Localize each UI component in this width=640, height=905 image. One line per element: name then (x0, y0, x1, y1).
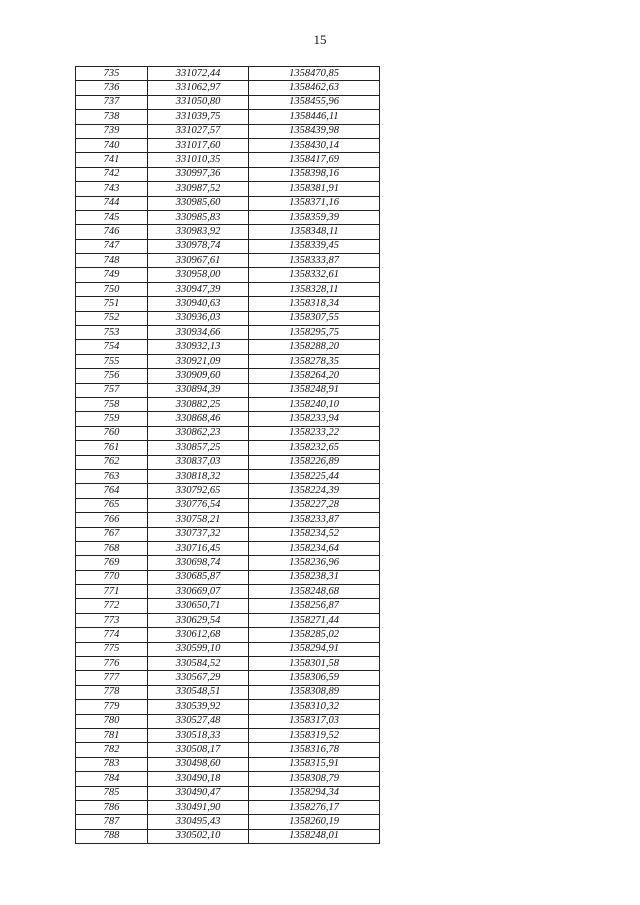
point-number-cell: 736 (76, 81, 148, 95)
table-row (76, 397, 380, 411)
x-coordinate-cell: 330495,43 (148, 815, 249, 829)
y-coordinate-cell: 1358294,34 (249, 786, 380, 800)
y-coordinate-cell: 1358310,32 (249, 700, 380, 714)
y-coordinate-cell: 1358295,75 (249, 326, 380, 340)
point-number-cell: 744 (76, 196, 148, 210)
x-coordinate-cell: 330909,60 (148, 369, 249, 383)
x-coordinate-cell: 331062,97 (148, 81, 249, 95)
y-coordinate-cell: 1358417,69 (249, 153, 380, 167)
y-coordinate-cell: 1358430,14 (249, 138, 380, 152)
x-coordinate-cell: 330716,45 (148, 541, 249, 555)
table-row (76, 642, 380, 656)
y-coordinate-cell: 1358278,35 (249, 354, 380, 368)
table-row (76, 268, 380, 282)
table-row (76, 153, 380, 167)
x-coordinate-cell: 330837,03 (148, 455, 249, 469)
table-row (76, 714, 380, 728)
table-row (76, 426, 380, 440)
y-coordinate-cell: 1358271,44 (249, 613, 380, 627)
x-coordinate-cell: 330629,54 (148, 613, 249, 627)
x-coordinate-cell: 330818,32 (148, 469, 249, 483)
point-number-cell: 753 (76, 326, 148, 340)
y-coordinate-cell: 1358240,10 (249, 397, 380, 411)
point-number-cell: 752 (76, 311, 148, 325)
x-coordinate-cell: 331017,60 (148, 138, 249, 152)
x-coordinate-cell: 330527,48 (148, 714, 249, 728)
table-row (76, 570, 380, 584)
point-number-cell: 771 (76, 585, 148, 599)
y-coordinate-cell: 1358288,20 (249, 340, 380, 354)
point-number-cell: 767 (76, 527, 148, 541)
table-row (76, 110, 380, 124)
point-number-cell: 763 (76, 469, 148, 483)
x-coordinate-cell: 330958,00 (148, 268, 249, 282)
point-number-cell: 745 (76, 210, 148, 224)
y-coordinate-cell: 1358307,55 (249, 311, 380, 325)
y-coordinate-cell: 1358381,91 (249, 182, 380, 196)
table-row (76, 282, 380, 296)
table-row (76, 354, 380, 368)
x-coordinate-cell: 330932,13 (148, 340, 249, 354)
x-coordinate-cell: 330758,21 (148, 513, 249, 527)
table-row (76, 239, 380, 253)
x-coordinate-cell: 330508,17 (148, 743, 249, 757)
x-coordinate-cell: 331039,75 (148, 110, 249, 124)
y-coordinate-cell: 1358398,16 (249, 167, 380, 181)
x-coordinate-cell: 330940,63 (148, 297, 249, 311)
point-number-cell: 778 (76, 685, 148, 699)
x-coordinate-cell: 330548,51 (148, 685, 249, 699)
x-coordinate-cell: 330792,65 (148, 484, 249, 498)
x-coordinate-cell: 330987,52 (148, 182, 249, 196)
table-row (76, 67, 380, 81)
table-row (76, 757, 380, 771)
coordinates-table-body (76, 67, 380, 844)
page-number: 15 (313, 32, 327, 47)
point-number-cell: 780 (76, 714, 148, 728)
table-row (76, 599, 380, 613)
x-coordinate-cell: 330985,83 (148, 210, 249, 224)
table-row (76, 772, 380, 786)
y-coordinate-cell: 1358308,89 (249, 685, 380, 699)
x-coordinate-cell: 330936,03 (148, 311, 249, 325)
point-number-cell: 758 (76, 397, 148, 411)
y-coordinate-cell: 1358470,85 (249, 67, 380, 81)
x-coordinate-cell: 330650,71 (148, 599, 249, 613)
y-coordinate-cell: 1358256,87 (249, 599, 380, 613)
x-coordinate-cell: 331010,35 (148, 153, 249, 167)
table-row (76, 513, 380, 527)
table-row (76, 254, 380, 268)
x-coordinate-cell: 330983,92 (148, 225, 249, 239)
point-number-cell: 768 (76, 541, 148, 555)
table-row (76, 297, 380, 311)
x-coordinate-cell: 330985,60 (148, 196, 249, 210)
point-number-cell: 750 (76, 282, 148, 296)
x-coordinate-cell: 330882,25 (148, 397, 249, 411)
point-number-cell: 739 (76, 124, 148, 138)
table-row (76, 657, 380, 671)
x-coordinate-cell: 330498,60 (148, 757, 249, 771)
point-number-cell: 782 (76, 743, 148, 757)
y-coordinate-cell: 1358332,61 (249, 268, 380, 282)
x-coordinate-cell: 330539,92 (148, 700, 249, 714)
point-number-cell: 743 (76, 182, 148, 196)
point-number-cell: 762 (76, 455, 148, 469)
point-number-cell: 777 (76, 671, 148, 685)
y-coordinate-cell: 1358371,16 (249, 196, 380, 210)
point-number-cell: 748 (76, 254, 148, 268)
y-coordinate-cell: 1358232,65 (249, 441, 380, 455)
table-row (76, 815, 380, 829)
x-coordinate-cell: 330490,18 (148, 772, 249, 786)
point-number-cell: 749 (76, 268, 148, 282)
point-number-cell: 785 (76, 786, 148, 800)
y-coordinate-cell: 1358224,39 (249, 484, 380, 498)
point-number-cell: 775 (76, 642, 148, 656)
coordinates-table (75, 66, 380, 844)
x-coordinate-cell: 330862,23 (148, 426, 249, 440)
point-number-cell: 761 (76, 441, 148, 455)
point-number-cell: 759 (76, 412, 148, 426)
table-row (76, 800, 380, 814)
table-row (76, 95, 380, 109)
table-row (76, 585, 380, 599)
y-coordinate-cell: 1358236,96 (249, 556, 380, 570)
point-number-cell: 788 (76, 829, 148, 843)
point-number-cell: 740 (76, 138, 148, 152)
y-coordinate-cell: 1358294,91 (249, 642, 380, 656)
x-coordinate-cell: 330934,66 (148, 326, 249, 340)
point-number-cell: 786 (76, 800, 148, 814)
point-number-cell: 779 (76, 700, 148, 714)
table-row (76, 541, 380, 555)
y-coordinate-cell: 1358316,78 (249, 743, 380, 757)
point-number-cell: 735 (76, 67, 148, 81)
y-coordinate-cell: 1358319,52 (249, 728, 380, 742)
point-number-cell: 765 (76, 498, 148, 512)
x-coordinate-cell: 330997,36 (148, 167, 249, 181)
point-number-cell: 760 (76, 426, 148, 440)
point-number-cell: 773 (76, 613, 148, 627)
y-coordinate-cell: 1358248,91 (249, 383, 380, 397)
x-coordinate-cell: 330978,74 (148, 239, 249, 253)
x-coordinate-cell: 330894,39 (148, 383, 249, 397)
table-row (76, 728, 380, 742)
x-coordinate-cell: 330518,33 (148, 728, 249, 742)
x-coordinate-cell: 330567,29 (148, 671, 249, 685)
table-row (76, 225, 380, 239)
point-number-cell: 756 (76, 369, 148, 383)
y-coordinate-cell: 1358455,96 (249, 95, 380, 109)
y-coordinate-cell: 1358306,59 (249, 671, 380, 685)
point-number-cell: 742 (76, 167, 148, 181)
y-coordinate-cell: 1358225,44 (249, 469, 380, 483)
table-row (76, 326, 380, 340)
y-coordinate-cell: 1358226,89 (249, 455, 380, 469)
x-coordinate-cell: 330491,90 (148, 800, 249, 814)
table-row (76, 340, 380, 354)
y-coordinate-cell: 1358248,68 (249, 585, 380, 599)
point-number-cell: 757 (76, 383, 148, 397)
y-coordinate-cell: 1358234,64 (249, 541, 380, 555)
table-row (76, 786, 380, 800)
x-coordinate-cell: 330685,87 (148, 570, 249, 584)
x-coordinate-cell: 331027,57 (148, 124, 249, 138)
x-coordinate-cell: 330921,09 (148, 354, 249, 368)
point-number-cell: 774 (76, 628, 148, 642)
y-coordinate-cell: 1358276,17 (249, 800, 380, 814)
x-coordinate-cell: 330776,54 (148, 498, 249, 512)
point-number-cell: 784 (76, 772, 148, 786)
point-number-cell: 755 (76, 354, 148, 368)
table-row (76, 671, 380, 685)
x-coordinate-cell: 331050,80 (148, 95, 249, 109)
y-coordinate-cell: 1358359,39 (249, 210, 380, 224)
table-row (76, 311, 380, 325)
table-row (76, 455, 380, 469)
point-number-cell: 751 (76, 297, 148, 311)
point-number-cell: 746 (76, 225, 148, 239)
point-number-cell: 764 (76, 484, 148, 498)
table-row (76, 167, 380, 181)
table-row (76, 412, 380, 426)
y-coordinate-cell: 1358260,19 (249, 815, 380, 829)
y-coordinate-cell: 1358318,34 (249, 297, 380, 311)
table-row (76, 383, 380, 397)
point-number-cell: 781 (76, 728, 148, 742)
x-coordinate-cell: 330857,25 (148, 441, 249, 455)
x-coordinate-cell: 330967,61 (148, 254, 249, 268)
y-coordinate-cell: 1358234,52 (249, 527, 380, 541)
y-coordinate-cell: 1358233,87 (249, 513, 380, 527)
y-coordinate-cell: 1358328,11 (249, 282, 380, 296)
table-row (76, 210, 380, 224)
table-row (76, 81, 380, 95)
table-row (76, 138, 380, 152)
y-coordinate-cell: 1358439,98 (249, 124, 380, 138)
table-row (76, 527, 380, 541)
point-number-cell: 772 (76, 599, 148, 613)
y-coordinate-cell: 1358248,01 (249, 829, 380, 843)
y-coordinate-cell: 1358315,91 (249, 757, 380, 771)
point-number-cell: 754 (76, 340, 148, 354)
y-coordinate-cell: 1358317,03 (249, 714, 380, 728)
y-coordinate-cell: 1358285,02 (249, 628, 380, 642)
table-row (76, 829, 380, 843)
y-coordinate-cell: 1358348,11 (249, 225, 380, 239)
x-coordinate-cell: 330584,52 (148, 657, 249, 671)
y-coordinate-cell: 1358301,58 (249, 657, 380, 671)
table-row (76, 628, 380, 642)
x-coordinate-cell: 330612,68 (148, 628, 249, 642)
y-coordinate-cell: 1358339,45 (249, 239, 380, 253)
table-row (76, 498, 380, 512)
x-coordinate-cell: 330599,10 (148, 642, 249, 656)
table-row (76, 556, 380, 570)
point-number-cell: 787 (76, 815, 148, 829)
y-coordinate-cell: 1358308,79 (249, 772, 380, 786)
y-coordinate-cell: 1358446,11 (249, 110, 380, 124)
y-coordinate-cell: 1358462,63 (249, 81, 380, 95)
y-coordinate-cell: 1358233,94 (249, 412, 380, 426)
x-coordinate-cell: 330698,74 (148, 556, 249, 570)
point-number-cell: 738 (76, 110, 148, 124)
x-coordinate-cell: 330502,10 (148, 829, 249, 843)
point-number-cell: 766 (76, 513, 148, 527)
table-row (76, 124, 380, 138)
y-coordinate-cell: 1358227,28 (249, 498, 380, 512)
table-row (76, 685, 380, 699)
x-coordinate-cell: 330490,47 (148, 786, 249, 800)
point-number-cell: 747 (76, 239, 148, 253)
point-number-cell: 769 (76, 556, 148, 570)
table-row (76, 743, 380, 757)
table-row (76, 182, 380, 196)
x-coordinate-cell: 330868,46 (148, 412, 249, 426)
x-coordinate-cell: 330947,39 (148, 282, 249, 296)
x-coordinate-cell: 330669,07 (148, 585, 249, 599)
table-row (76, 369, 380, 383)
table-row (76, 469, 380, 483)
x-coordinate-cell: 331072,44 (148, 67, 249, 81)
y-coordinate-cell: 1358264,20 (249, 369, 380, 383)
point-number-cell: 737 (76, 95, 148, 109)
y-coordinate-cell: 1358238,31 (249, 570, 380, 584)
point-number-cell: 770 (76, 570, 148, 584)
table-row (76, 700, 380, 714)
table-row (76, 196, 380, 210)
y-coordinate-cell: 1358233,22 (249, 426, 380, 440)
table-row (76, 441, 380, 455)
point-number-cell: 776 (76, 657, 148, 671)
x-coordinate-cell: 330737,32 (148, 527, 249, 541)
y-coordinate-cell: 1358333,87 (249, 254, 380, 268)
point-number-cell: 783 (76, 757, 148, 771)
table-row (76, 613, 380, 627)
table-row (76, 484, 380, 498)
point-number-cell: 741 (76, 153, 148, 167)
